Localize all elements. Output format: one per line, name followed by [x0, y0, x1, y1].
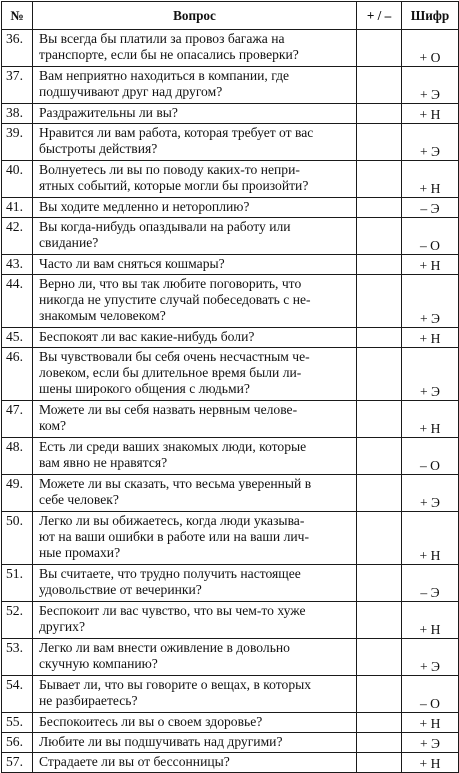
question-text [33, 218, 357, 255]
question-line: ятных событий, которые могли бы произойти? [39, 178, 309, 193]
question-line: Вы когда-нибудь опаздывали на работу или [39, 219, 291, 234]
question-text [33, 676, 357, 713]
table-row [2, 218, 459, 255]
answer-cell[interactable] [357, 512, 402, 565]
scale-code: + Э [402, 124, 459, 161]
scale-code: + Н [402, 255, 459, 275]
table-row [2, 348, 459, 401]
scale-code: + Н [402, 328, 459, 348]
question-line: ловеком, если бы длительное время были ли- [39, 365, 302, 380]
scale-code: + Н [402, 161, 459, 198]
question-text [33, 275, 357, 328]
question-number: 44. [2, 275, 33, 328]
answer-cell[interactable] [357, 104, 402, 124]
table-row [2, 104, 459, 124]
question-line: Верно ли, что вы так любите поговорить, что [39, 276, 302, 291]
question-line: ные промахи? [39, 545, 121, 560]
question-text [33, 328, 357, 348]
scale-code: + Э [402, 475, 459, 512]
question-text [33, 255, 357, 275]
question-number: 43. [2, 255, 33, 275]
question-line: Беспокоят ли вас какие-нибудь боли? [39, 329, 255, 344]
question-line: Бывает ли, что вы говорите о вещах, в которых [39, 677, 312, 692]
answer-cell[interactable] [357, 328, 402, 348]
scale-code: + Э [402, 639, 459, 676]
question-number: 42. [2, 218, 33, 255]
question-text [33, 565, 357, 602]
question-number: 54. [2, 676, 33, 713]
scale-code: + Э [402, 733, 459, 753]
question-line: Беспокоит ли вас чувство, что вы чем-то хуже [39, 603, 306, 618]
question-line: Беспокоитесь ли вы о своем здоровье? [39, 714, 263, 729]
question-line: Легко ли вам внести оживление в довольно [39, 640, 290, 655]
scale-code: – Э [402, 198, 459, 218]
scale-code: + О [402, 30, 459, 67]
question-line: Вы всегда бы платили за провоз багажа на [39, 31, 285, 46]
question-line: Любите ли вы подшучивать над другими? [39, 734, 283, 749]
table-row [2, 565, 459, 602]
question-text [33, 512, 357, 565]
scale-code: + Н [402, 401, 459, 438]
question-text [33, 30, 357, 67]
question-number: 56. [2, 733, 33, 753]
scale-code: – О [402, 218, 459, 255]
scale-code: – Э [402, 565, 459, 602]
table-row [2, 475, 459, 512]
header-code: Шифр [402, 2, 459, 30]
question-line: не разбираетесь? [39, 693, 138, 708]
question-line: никогда не упустите случай побеседовать с не- [39, 292, 311, 307]
answer-cell[interactable] [357, 438, 402, 475]
answer-cell[interactable] [357, 753, 402, 773]
question-number: 55. [2, 713, 33, 733]
scale-code: + Н [402, 602, 459, 639]
answer-cell[interactable] [357, 30, 402, 67]
question-number: 53. [2, 639, 33, 676]
question-number: 48. [2, 438, 33, 475]
question-line: подшучивают друг над другом? [39, 84, 223, 99]
question-number: 57. [2, 753, 33, 773]
table-row [2, 639, 459, 676]
table-row [2, 328, 459, 348]
question-line: скучную компанию? [39, 656, 158, 671]
table-row [2, 30, 459, 67]
question-text [33, 713, 357, 733]
question-line: Есть ли среди ваших знакомых люди, которые [39, 439, 307, 454]
header-number: № [2, 2, 33, 30]
answer-cell[interactable] [357, 475, 402, 512]
scale-code: + Н [402, 753, 459, 773]
table-row [2, 512, 459, 565]
question-line: Легко ли вы обижаетесь, когда люди указыва- [39, 513, 305, 528]
question-text [33, 161, 357, 198]
scale-code: + Э [402, 275, 459, 328]
table-row [2, 161, 459, 198]
answer-cell[interactable] [357, 218, 402, 255]
scale-code: – О [402, 438, 459, 475]
answer-cell[interactable] [357, 733, 402, 753]
question-line: транспорте, если бы не опасались проверки? [39, 47, 299, 62]
question-number: 36. [2, 30, 33, 67]
question-line: Вы считаете, что трудно получить настоящее [39, 566, 301, 581]
scale-code: + Н [402, 104, 459, 124]
question-text [33, 124, 357, 161]
question-text [33, 67, 357, 104]
answer-cell[interactable] [357, 198, 402, 218]
table-row [2, 733, 459, 753]
answer-cell[interactable] [357, 639, 402, 676]
question-number: 37. [2, 67, 33, 104]
table-row [2, 753, 459, 773]
answer-cell[interactable] [357, 676, 402, 713]
question-text [33, 733, 357, 753]
scale-code: – О [402, 676, 459, 713]
table-row [2, 602, 459, 639]
table-row [2, 713, 459, 733]
question-line: ют на ваши ошибки в работе или на ваши лич- [39, 529, 309, 544]
question-line: Вам неприятно находиться в компании, где [39, 68, 290, 83]
question-number: 51. [2, 565, 33, 602]
question-line: ком? [39, 418, 67, 433]
answer-cell[interactable] [357, 602, 402, 639]
question-number: 39. [2, 124, 33, 161]
answer-cell[interactable] [357, 565, 402, 602]
question-line: удовольствие от вечеринки? [39, 582, 202, 597]
question-line: быстроты действия? [39, 141, 158, 156]
question-text [33, 753, 357, 773]
table-row [2, 438, 459, 475]
table-row [2, 275, 459, 328]
header-row [2, 2, 459, 30]
question-number: 52. [2, 602, 33, 639]
question-line: других? [39, 619, 86, 634]
question-number: 41. [2, 198, 33, 218]
question-number: 47. [2, 401, 33, 438]
question-line: шены широкого общения с людьми? [39, 381, 250, 396]
table-row [2, 124, 459, 161]
question-number: 46. [2, 348, 33, 401]
table-row [2, 255, 459, 275]
table-row [2, 67, 459, 104]
answer-cell[interactable] [357, 124, 402, 161]
scale-code: + Э [402, 67, 459, 104]
question-text [33, 475, 357, 512]
answer-cell[interactable] [357, 401, 402, 438]
question-text [33, 348, 357, 401]
question-line: вам явно не нравятся? [39, 455, 168, 470]
answer-cell[interactable] [357, 255, 402, 275]
question-line: Вы чувствовали бы себя очень несчастным че- [39, 349, 310, 364]
table-row [2, 401, 459, 438]
answer-cell[interactable] [357, 713, 402, 733]
header-question: Вопрос [33, 2, 357, 30]
question-text [33, 401, 357, 438]
answer-cell[interactable] [357, 161, 402, 198]
question-text [33, 639, 357, 676]
question-line: Можете ли вы сказать, что весьма уверенный в [39, 476, 312, 491]
question-number: 50. [2, 512, 33, 565]
table-row [2, 676, 459, 713]
question-number: 40. [2, 161, 33, 198]
question-text [33, 602, 357, 639]
question-line: знакомым человеком? [39, 308, 166, 323]
question-line: Нравится ли вам работа, которая требует от вас [39, 125, 314, 140]
question-line: Раздражительны ли вы? [39, 105, 178, 120]
scale-code: + Н [402, 713, 459, 733]
question-line: себе человек? [39, 492, 119, 507]
answer-cell[interactable] [357, 275, 402, 328]
question-line: Страдаете ли вы от бессонницы? [39, 754, 230, 769]
table-row [2, 198, 459, 218]
scale-code: + Н [402, 512, 459, 565]
question-text [33, 438, 357, 475]
question-text [33, 104, 357, 124]
question-line: Вы ходите медленно и нетороплию? [39, 199, 250, 214]
question-number: 49. [2, 475, 33, 512]
header-plus-minus: + / – [357, 2, 402, 30]
question-text [33, 198, 357, 218]
answer-cell[interactable] [357, 67, 402, 104]
question-number: 45. [2, 328, 33, 348]
question-number: 38. [2, 104, 33, 124]
question-line: свидание? [39, 235, 99, 250]
question-line: Часто ли вам сняться кошмары? [39, 256, 225, 271]
questionnaire-table [1, 1, 459, 773]
answer-cell[interactable] [357, 348, 402, 401]
question-line: Волнуетесь ли вы по поводу каких-то непри- [39, 162, 300, 177]
scale-code: + Э [402, 348, 459, 401]
question-line: Можете ли вы себя назвать нервным челове- [39, 402, 298, 417]
